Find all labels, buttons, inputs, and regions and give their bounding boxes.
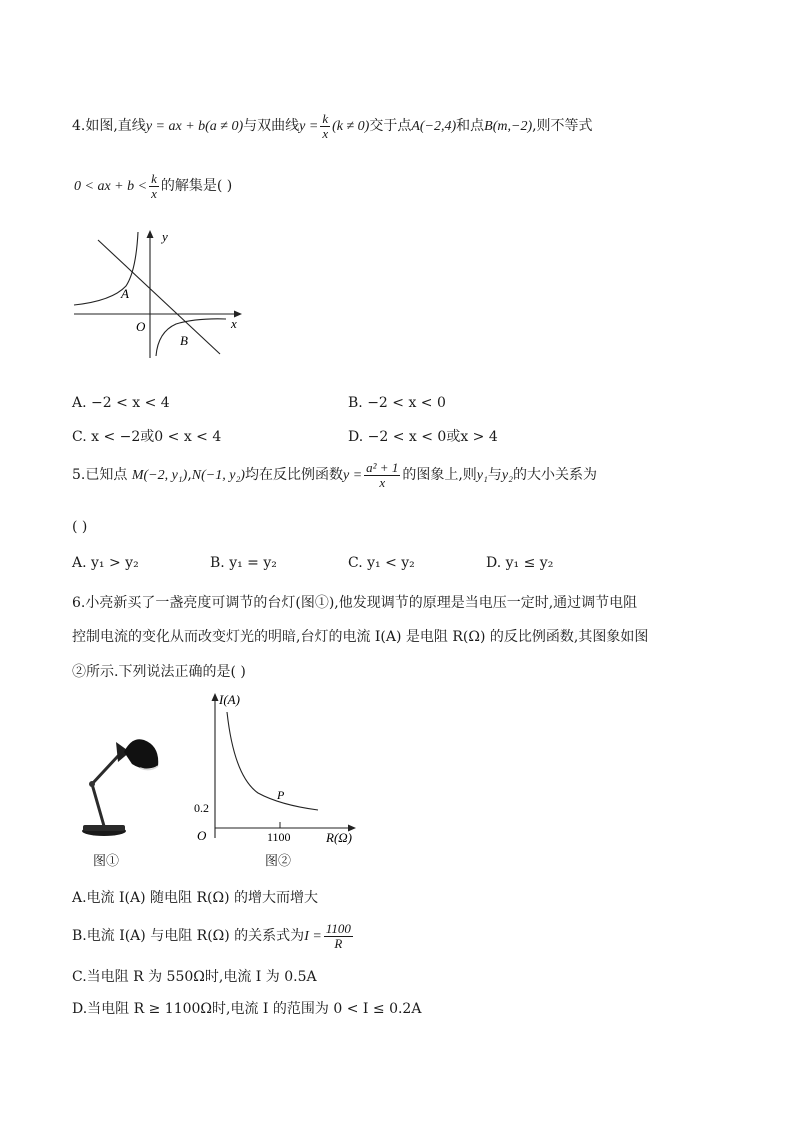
q5-text: 5.已知点	[72, 467, 128, 484]
q5-option-d[interactable]: D. y₁ ≤ y₂	[486, 555, 554, 571]
figure-1-caption: 图①	[93, 854, 120, 869]
y-axis-arrow-icon	[147, 230, 154, 238]
i-axis-arrow-icon	[212, 693, 219, 701]
fraction-numerator: k	[322, 111, 329, 126]
q5-point-m: M(−2, y₁)	[131, 468, 188, 484]
figure-2-caption: 图②	[265, 854, 292, 869]
point-p-label: P	[277, 788, 285, 802]
q4-hyperbola-lhs: y =	[299, 119, 319, 135]
q4-option-c[interactable]: C. x < −2或0 < x < 4	[72, 429, 222, 445]
q6-option-a[interactable]: A.电流 I(A) 随电阻 R(Ω) 的增大而增大	[72, 890, 318, 906]
q5-function-fraction	[364, 461, 400, 489]
q4-text-and: 和点	[456, 118, 485, 135]
q6-stem-line2: 控制电流的变化从而改变灯光的明暗,台灯的电流 I(A) 是电阻 R(Ω) 的反比例函数,其图象如图	[72, 629, 649, 645]
q6-stem-line3: ②所示.下列说法正确的是( )	[72, 664, 246, 680]
q6-option-b[interactable]	[72, 922, 355, 950]
q5-text-c: 的图象上,则	[402, 467, 477, 484]
fraction-numerator: a² + 1	[366, 460, 399, 475]
lamp-joint	[89, 781, 95, 787]
q4-inequality-tail: 的解集是( )	[160, 178, 233, 195]
q6-option-b-fraction	[324, 922, 353, 950]
q5-comma: ,	[187, 467, 192, 484]
y-tick-label: 0.2	[194, 801, 209, 815]
origin-label: O	[136, 319, 146, 334]
straight-line	[98, 240, 220, 354]
point-a-label: A	[121, 286, 129, 301]
q5-stem-line1	[72, 461, 597, 489]
q4-stem-line1	[72, 112, 593, 140]
q5-y2: y₂	[501, 468, 513, 484]
fraction-denominator: x	[322, 125, 329, 141]
desk-lamp-image	[74, 712, 170, 840]
q5-option-b[interactable]: B. y₁ = y₂	[210, 555, 277, 571]
q4-inequality-lhs: 0 < ax + b <	[74, 179, 148, 195]
x-tick-label: 1100	[267, 830, 291, 844]
q4-inequality-fraction	[149, 172, 159, 200]
q5-text-and: 与	[487, 467, 502, 484]
q5-text-d: 的大小关系为	[512, 467, 597, 484]
q4-stem-line2	[74, 172, 232, 200]
q4-condition-k: (k ≠ 0)	[332, 119, 370, 135]
q4-text-tail: ,则不等式	[532, 118, 593, 135]
q4-line-equation: y = ax + b	[145, 119, 206, 135]
r-axis-label: R(Ω)	[326, 830, 352, 845]
fraction-denominator: x	[151, 185, 157, 201]
y-axis-label: y	[162, 229, 168, 244]
q6-option-b-lhs: I =	[304, 929, 322, 945]
q4-point-a: A(−2,4)	[411, 119, 457, 135]
fraction-numerator: 1100	[325, 921, 351, 936]
q5-point-n: N(−1, y₂)	[191, 468, 245, 484]
q4-hyperbola-fraction	[320, 112, 330, 140]
point-b-label: B	[180, 333, 188, 348]
q5-y1: y₁	[476, 468, 488, 484]
q4-text: 4.如图,直线	[72, 118, 146, 135]
fraction-denominator: x	[379, 474, 386, 490]
q6-option-b-text: B.电流 I(A) 与电阻 R(Ω) 的关系式为	[72, 928, 305, 945]
q4-graph	[70, 226, 255, 361]
origin-label: O	[197, 828, 207, 843]
q5-option-c[interactable]: C. y₁ < y₂	[348, 555, 415, 571]
q6-stem-line1: 6.小亮新买了一盏亮度可调节的台灯(图①),他发现调节的原理是当电压一定时,通过调节电阻	[72, 595, 638, 611]
lamp-arm	[92, 756, 118, 826]
lamp-shade	[124, 739, 158, 768]
q4-option-b[interactable]: B. −2 < x < 0	[348, 395, 446, 411]
fraction-denominator: R	[334, 935, 343, 951]
q4-condition-a: (a ≠ 0)	[205, 119, 244, 135]
q5-function-lhs: y =	[342, 468, 363, 484]
inverse-curve	[227, 712, 318, 810]
q4-option-a[interactable]: A. −2 < x < 4	[72, 395, 170, 411]
i-axis-label: I(A)	[219, 692, 240, 707]
x-axis-label: x	[231, 316, 237, 331]
q4-text-mid2: 交于点	[369, 118, 412, 135]
fraction-numerator: k	[151, 171, 157, 186]
q5-option-a[interactable]: A. y₁ > y₂	[72, 555, 139, 571]
q5-text-b: 均在反比例函数	[244, 467, 343, 484]
q4-option-d[interactable]: D. −2 < x < 0或x > 4	[348, 429, 498, 445]
q6-option-d[interactable]: D.当电阻 R ≥ 1100Ω时,电流 I 的范围为 0 < I ≤ 0.2A	[72, 1001, 422, 1017]
q6-graph	[188, 688, 363, 850]
q6-option-c[interactable]: C.当电阻 R 为 550Ω时,电流 I 为 0.5A	[72, 969, 317, 985]
q4-text-mid: 与双曲线	[243, 118, 300, 135]
q4-point-b: B(m,−2)	[484, 119, 533, 135]
q5-answer-paren: ( )	[72, 519, 88, 535]
